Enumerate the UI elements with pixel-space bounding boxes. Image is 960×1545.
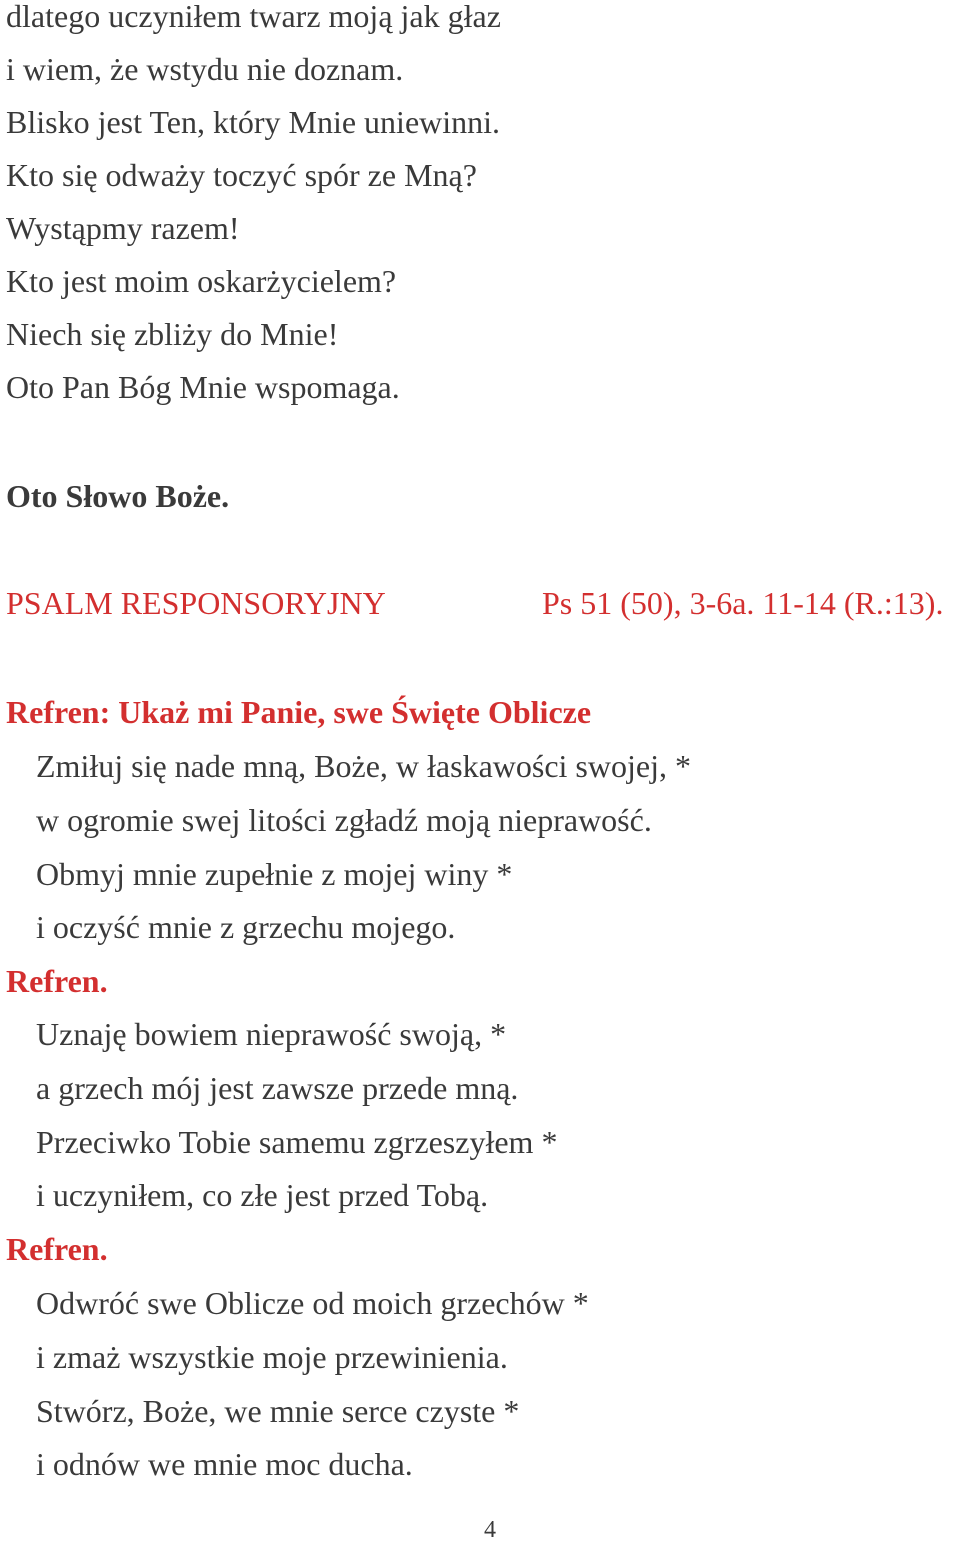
reading-line: i wiem, że wstydu nie doznam. bbox=[6, 51, 404, 87]
psalm-heading: PSALM RESPONSORYJNY bbox=[6, 585, 386, 621]
psalm-verse: Przeciwko Tobie samemu zgrzeszyłem * bbox=[36, 1124, 558, 1160]
reading-line: Kto się odważy toczyć spór ze Mną? bbox=[6, 157, 477, 193]
psalm-refrain: Refren: Ukaż mi Panie, swe Święte Oblicze bbox=[6, 694, 592, 730]
psalm-verse: Obmyj mnie zupełnie z mojej winy * bbox=[36, 856, 513, 892]
reading-line: dlatego uczyniłem twarz moją jak głaz bbox=[6, 0, 501, 34]
reading-line: Wystąpmy razem! bbox=[6, 210, 240, 246]
page-number: 4 bbox=[484, 1517, 496, 1543]
psalm-verse: Stwórz, Boże, we mnie serce czyste * bbox=[36, 1393, 520, 1429]
refrain-marker: Refren. bbox=[6, 1231, 108, 1267]
reading-closing: Oto Słowo Boże. bbox=[6, 478, 230, 514]
psalm-verse: i zmaż wszystkie moje przewinienia. bbox=[36, 1339, 508, 1375]
reading-line: Niech się zbliży do Mnie! bbox=[6, 316, 339, 352]
psalm-verse: a grzech mój jest zawsze przede mną. bbox=[36, 1070, 519, 1106]
psalm-verse: Uznaję bowiem nieprawość swoją, * bbox=[36, 1016, 507, 1052]
reading-line: Blisko jest Ten, który Mnie uniewinni. bbox=[6, 104, 501, 140]
psalm-reference: Ps 51 (50), 3-6a. 11-14 (R.:13). bbox=[542, 585, 944, 621]
psalm-verse: Odwróć swe Oblicze od moich grzechów * bbox=[36, 1285, 589, 1321]
psalm-verse: w ogromie swej litości zgładź moją nieprawość. bbox=[36, 802, 652, 838]
psalm-verse: i uczyniłem, co złe jest przed Tobą. bbox=[36, 1177, 489, 1213]
psalm-verse: Zmiłuj się nade mną, Boże, w łaskawości swojej, * bbox=[36, 748, 691, 784]
reading-line: Kto jest moim oskarżycielem? bbox=[6, 263, 397, 299]
psalm-verse: i odnów we mnie moc ducha. bbox=[36, 1446, 413, 1482]
reading-line: Oto Pan Bóg Mnie wspomaga. bbox=[6, 369, 400, 405]
psalm-verse: i oczyść mnie z grzechu mojego. bbox=[36, 909, 456, 945]
refrain-marker: Refren. bbox=[6, 963, 108, 999]
